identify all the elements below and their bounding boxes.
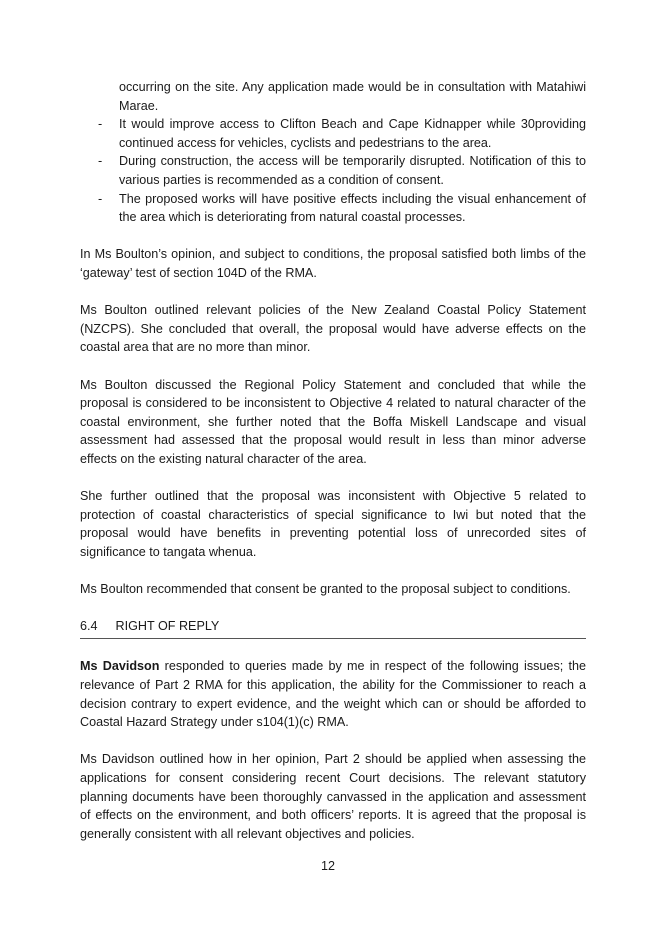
paragraph-gateway-test: In Ms Boulton’s opinion, and subject to conditions, the proposal satisfied both limbs of the ‘gateway’ test of section 104D of the RMA. xyxy=(80,247,586,280)
paragraph-recommendation: Ms Boulton recommended that consent be granted to the proposal subject to conditions. xyxy=(80,582,571,597)
list-item xyxy=(80,115,586,152)
list-item-text: During construction, the access will be temporarily disrupted. Notification of this to various parties is recommended as a condition of consent. xyxy=(119,154,586,187)
paragraph-objective-5: She further outlined that the proposal was inconsistent with Objective 5 related to protection of coastal characteristics of special significance to Iwi but noted that the proposal would have benefits in preventing potential loss of unrecorded sites of significance to tangata whenua. xyxy=(80,489,586,559)
list-item xyxy=(80,190,586,227)
paragraph-reply-queries xyxy=(80,657,586,731)
bullet-list xyxy=(80,78,586,227)
bullet-dash: - xyxy=(98,154,103,169)
bullet-dash: - xyxy=(98,191,103,206)
list-item-text: The proposed works will have positive effects including the visual enhancement of the area which is deteriorating from natural coastal processes. xyxy=(119,191,586,225)
bullet-dash: - xyxy=(98,117,103,132)
reply-name-bold: Ms Davidson xyxy=(80,659,160,674)
page-number: 12 xyxy=(320,859,335,873)
list-item-text: occurring on the site. Any application made would be in consultation with Matahiwi Marae. xyxy=(119,80,586,113)
list-item xyxy=(80,78,586,115)
page-content xyxy=(80,78,586,843)
section-number: 6.4 xyxy=(80,619,98,634)
list-item xyxy=(80,152,586,189)
paragraph-nzcps: Ms Boulton outlined relevant policies of the New Zealand Coastal Policy Statement (NZCPS). She concluded that overall, the proposal would have adverse effects on the coastal area that are no more than minor. xyxy=(80,303,586,355)
list-item-text: It would improve access to Clifton Beach and Cape Kidnapper while 30providing continued access for vehicles, cyclists and pedestrians to the area. xyxy=(119,117,586,150)
paragraph-part-2: Ms Davidson outlined how in her opinion, Part 2 should be applied when assessing the applications for consent considering recent Court decisions. The relevant statutory planning documents have been thoroughly canvassed in the application and assessment of effects on the environment, and both officers’ reports. It is agreed that the proposal is generally consistent with all relevant objectives and policies. xyxy=(80,752,586,841)
paragraph-regional-policy: Ms Boulton discussed the Regional Policy Statement and concluded that while the proposal is considered to be inconsistent to Objective 4 related to natural character of the coastal environment, she further noted that the Boffa Miskell Landscape and visual assessment had assessed that the proposal would result in less than minor adverse effects on the existing natural character of the area. xyxy=(80,377,586,466)
reply-queries-text: responded to queries made by me in respect of the following issues; the relevance of Part 2 RMA for this application, the ability for the Commissioner to reach a decision contrary to expert evidence, and the weight which can or should be afforded to Coastal Hazard Strategy under s104(1)(c) RMA. xyxy=(80,659,586,730)
section-heading xyxy=(80,617,586,639)
section-title: RIGHT OF REPLY xyxy=(115,619,220,634)
